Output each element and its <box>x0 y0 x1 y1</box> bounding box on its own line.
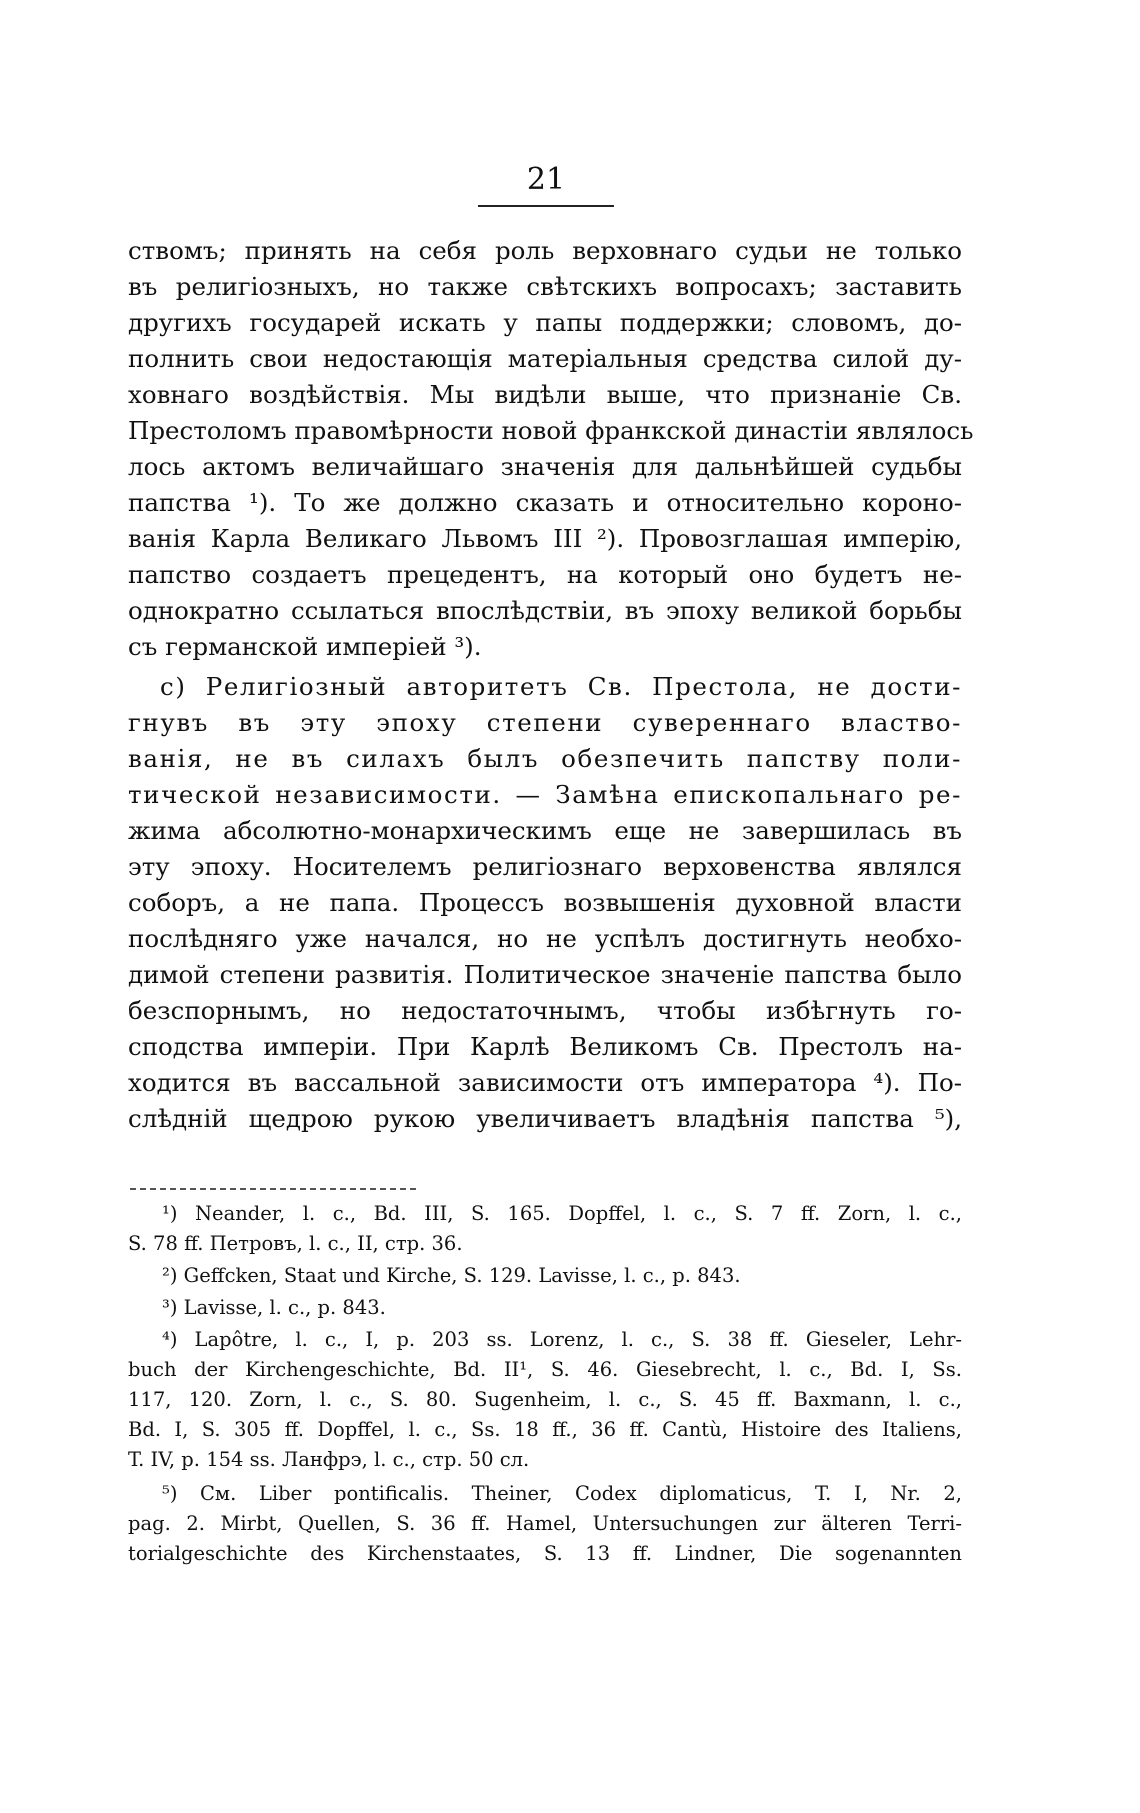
footnote-line: pag. 2. Mirbt, Quellen, S. 36 ff. Hamel, Untersuchungen zur älteren Terri- <box>128 1512 962 1535</box>
body-line: полнить свои недостающія матеріальныя средства силой ду- <box>128 344 962 373</box>
footnote-line: S. 78 ff. Петровъ, l. c., II, стр. 36. <box>128 1232 463 1255</box>
body-line: ванія Карла Великаго Львомъ III ²). Провозглашая имперію, <box>128 524 962 553</box>
body-line: другихъ государей искать у папы поддержки; словомъ, до- <box>128 308 962 337</box>
body-line: Престоломъ правомѣрности новой франкской династіи являлось <box>128 416 974 445</box>
body-line: жима абсолютно-монархическимъ еще не завершилась въ <box>128 816 962 845</box>
footnote-line: Bd. I, S. 305 ff. Dopffel, l. c., Ss. 18 ff., 36 ff. Cantù, Histoire des Italiens, <box>128 1418 962 1441</box>
body-line: слѣдній щедрою рукою увеличиваетъ владѣнія папства ⁵), <box>128 1104 962 1133</box>
body-line: съ германской имперіей ³). <box>128 632 482 661</box>
footnote-line: T. IV, p. 154 ss. Ланфрэ, l. c., стр. 50 сл. <box>128 1448 530 1471</box>
body-line: ходится въ вассальной зависимости отъ императора ⁴). По- <box>128 1068 962 1097</box>
body-line: однократно ссылаться впослѣдствіи, въ эпоху великой борьбы <box>128 596 962 625</box>
page-number: 21 <box>526 162 566 197</box>
footnote-line: 117, 120. Zorn, l. c., S. 80. Sugenheim, l. c., S. 45 ff. Baxmann, l. c., <box>128 1388 962 1411</box>
footnote-line: torialgeschichte des Kirchenstaates, S. 13 ff. Lindner, Die sogenannten <box>128 1542 962 1565</box>
body-line: въ религіозныхъ, но также свѣтскихъ вопросахъ; заставить <box>128 272 962 301</box>
footnote-line: buch der Kirchengeschichte, Bd. II¹, S. 46. Giesebrecht, l. c., Bd. I, Ss. <box>128 1358 962 1381</box>
page-number-rule <box>478 205 614 207</box>
body-line: ствомъ; принять на себя роль верховнаго судьи не только <box>128 236 962 265</box>
body-line: безспорнымъ, но недостаточнымъ, чтобы избѣгнуть го- <box>128 996 962 1025</box>
footnote-line: ³) Lavisse, l. c., p. 843. <box>162 1296 386 1319</box>
body-line: ховнаго воздѣйствія. Мы видѣли выше, что признаніе Св. <box>128 380 962 409</box>
body-line: c) Религіозный авторитетъ Св. Престола, не дости- <box>160 672 962 701</box>
body-line: папства ¹). То же должно сказать и относительно короно- <box>128 488 962 517</box>
body-line: папство создаетъ прецедентъ, на который оно будетъ не- <box>128 560 962 589</box>
body-line: соборъ, а не папа. Процессъ возвышенія духовной власти <box>128 888 962 917</box>
body-line: сподства имперіи. При Карлѣ Великомъ Св. Престолъ на- <box>128 1032 962 1061</box>
footnote-line: ¹) Neander, l. c., Bd. III, S. 165. Dopffel, l. c., S. 7 ff. Zorn, l. c., <box>162 1202 962 1225</box>
body-line: гнувъ въ эту эпоху степени сувереннаго властво- <box>128 708 962 737</box>
body-line: димой степени развитія. Политическое значеніе папства было <box>128 960 962 989</box>
footnote-separator <box>130 1188 416 1190</box>
body-line: эту эпоху. Носителемъ религіознаго верховенства являлся <box>128 852 962 881</box>
footnote-line: ²) Geffcken, Staat und Kirche, S. 129. Lavisse, l. c., p. 843. <box>162 1264 741 1287</box>
body-line: ванія, не въ силахъ былъ обезпечить папству поли- <box>128 744 962 773</box>
body-line: лось актомъ величайшаго значенія для дальнѣйшей судьбы <box>128 452 962 481</box>
body-line: тической независимости. — Замѣна епископальнаго ре- <box>128 780 962 809</box>
footnote-line: ⁵) См. Liber pontificalis. Theiner, Codex diplomaticus, T. I, Nr. 2, <box>162 1482 962 1505</box>
body-line: послѣдняго уже начался, но не успѣлъ достигнуть необхо- <box>128 924 962 953</box>
footnote-line: ⁴) Lapôtre, l. c., I, p. 203 ss. Lorenz, l. c., S. 38 ff. Gieseler, Lehr- <box>162 1328 962 1351</box>
